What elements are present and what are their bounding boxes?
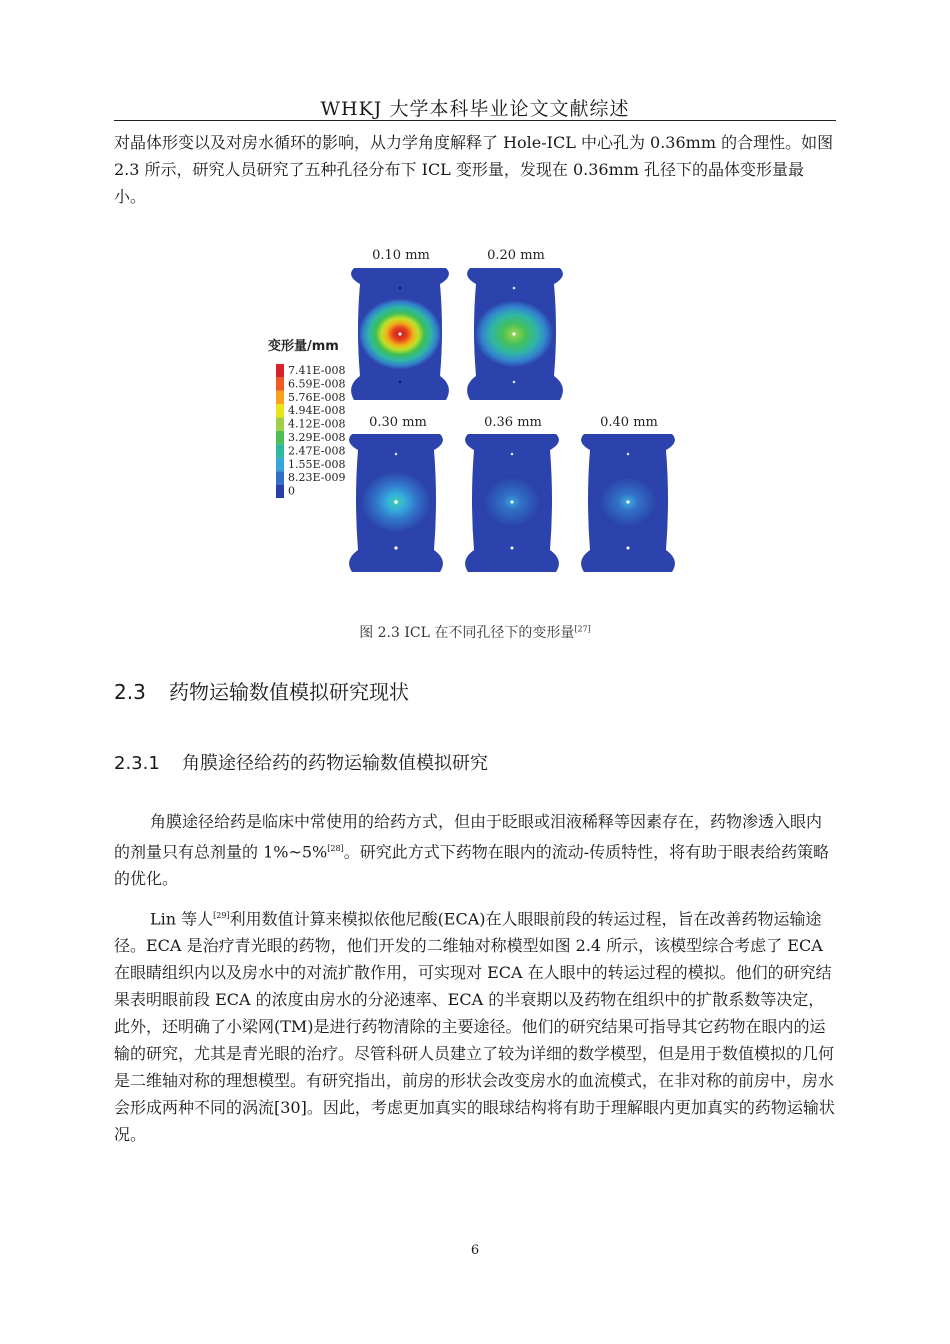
legend-swatch-5 <box>276 431 284 444</box>
legend-label-3: 4.94E-008 <box>288 404 346 418</box>
subsection-heading <box>114 749 488 775</box>
subsection-title: 角膜途径给药的药物运输数值模拟研究 <box>182 753 488 774</box>
citation-28: [28] <box>327 844 344 853</box>
lens-panel-4 <box>581 434 675 572</box>
page-number: 6 <box>470 1243 480 1258</box>
lens-panel-1 <box>467 268 563 400</box>
header-rule <box>114 120 836 121</box>
caption-citation: [27] <box>574 624 591 634</box>
panel-label-4: 0.40 mm <box>600 415 658 430</box>
caption-text: 图 2.3 ICL 在不同孔径下的变形量 <box>359 625 575 641</box>
legend-title: 变形量/mm <box>268 339 339 354</box>
legend-swatch-0 <box>276 364 284 377</box>
intro-paragraph: 对晶体形变以及对房水循环的影响，从力学角度解释了 Hole-ICL 中心孔为 0.36mm 的合理性。如图 2.3 所示，研究人员研究了五种孔径分布下 ICL 变形量，发现在 0.36mm 孔径下的晶体变形量最小。 <box>114 133 834 206</box>
figure-caption <box>0 622 950 642</box>
legend-swatch-7 <box>276 458 284 471</box>
legend-label-0: 7.41E-008 <box>288 364 346 377</box>
legend-label-4: 4.12E-008 <box>288 417 346 431</box>
panel-label-1: 0.20 mm <box>487 248 545 263</box>
legend-swatch-8 <box>276 471 284 484</box>
body-paragraph-1: 角膜途径给药是临床中常使用的给药方式，但由于眨眼或泪液稀释等因素存在，药物渗透入眼内的剂量只有总剂量的 1%~5%[28]。研究此方式下药物在眼内的流动-传质特性，将有助于眼表给药策略的优化。 <box>114 812 830 889</box>
legend-swatch-6 <box>276 444 284 457</box>
body-paragraph-2: Lin 等人[29]利用数值计算来模拟依他尼酸(ECA)在人眼眼前段的转运过程，旨在改善药物运输途径。ECA 是治疗青光眼的药物，他们开发的二维轴对称模型如图 2.4 所示，该模型综合考虑了 ECA 在眼睛组织内以及房水中的对流扩散作用，可实现对 ECA 在人眼中的转运过程的模拟。他们的研究结果表明眼前段 ECA 的浓度由房水的分泌速率、ECA 的半衰期以及药物在组织中的扩散系数等决定，此外，还明确了小梁网(TM)是进行药物清除的主要途径。他们的研究结果可指导其它药物在眼内的运输的研究，尤其是青光眼的治疗。尽管科研人员建立了较为详细的数学模型，但是用于数值模拟的几何是二维轴对称的理想模型。有研究指出，前房的形状会改变房水的血流模式，在非对称的前房中，房水会形成两种不同的涡流[30]。因此，考虑更加真实的眼球结构将有助于理解眼内更加真实的药物运输状况。 <box>114 909 835 1145</box>
legend-label-7: 1.55E-008 <box>288 457 346 471</box>
legend-swatch-1 <box>276 377 284 390</box>
panel-label-3: 0.36 mm <box>484 415 542 430</box>
page-header: WHKJ 大学本科毕业论文文献综述 <box>320 98 630 120</box>
legend-swatch-3 <box>276 404 284 417</box>
citation-29: [29] <box>213 911 230 920</box>
subsection-number: 2.3.1 <box>114 753 160 774</box>
legend-swatch-9 <box>276 485 284 498</box>
legend-label-5: 3.29E-008 <box>288 431 346 444</box>
panel-label-0: 0.10 mm <box>372 248 430 263</box>
section-number: 2.3 <box>114 680 146 704</box>
legend-swatch-2 <box>276 391 284 404</box>
deformation-figure <box>262 240 692 580</box>
section-heading <box>114 676 409 705</box>
legend-label-9: 0 <box>288 484 295 498</box>
figure-2-3 <box>262 240 692 580</box>
lens-panel-3 <box>465 434 559 572</box>
legend <box>276 364 345 498</box>
panel-label-2: 0.30 mm <box>369 415 427 430</box>
legend-label-8: 8.23E-009 <box>288 471 346 485</box>
legend-swatch-4 <box>276 418 284 431</box>
lens-panel-0 <box>351 268 449 400</box>
legend-label-1: 6.59E-008 <box>288 377 346 391</box>
section-title: 药物运输数值模拟研究现状 <box>169 680 409 704</box>
legend-label-2: 5.76E-008 <box>288 390 346 404</box>
legend-label-6: 2.47E-008 <box>288 444 346 458</box>
lens-panel-2 <box>349 434 443 572</box>
